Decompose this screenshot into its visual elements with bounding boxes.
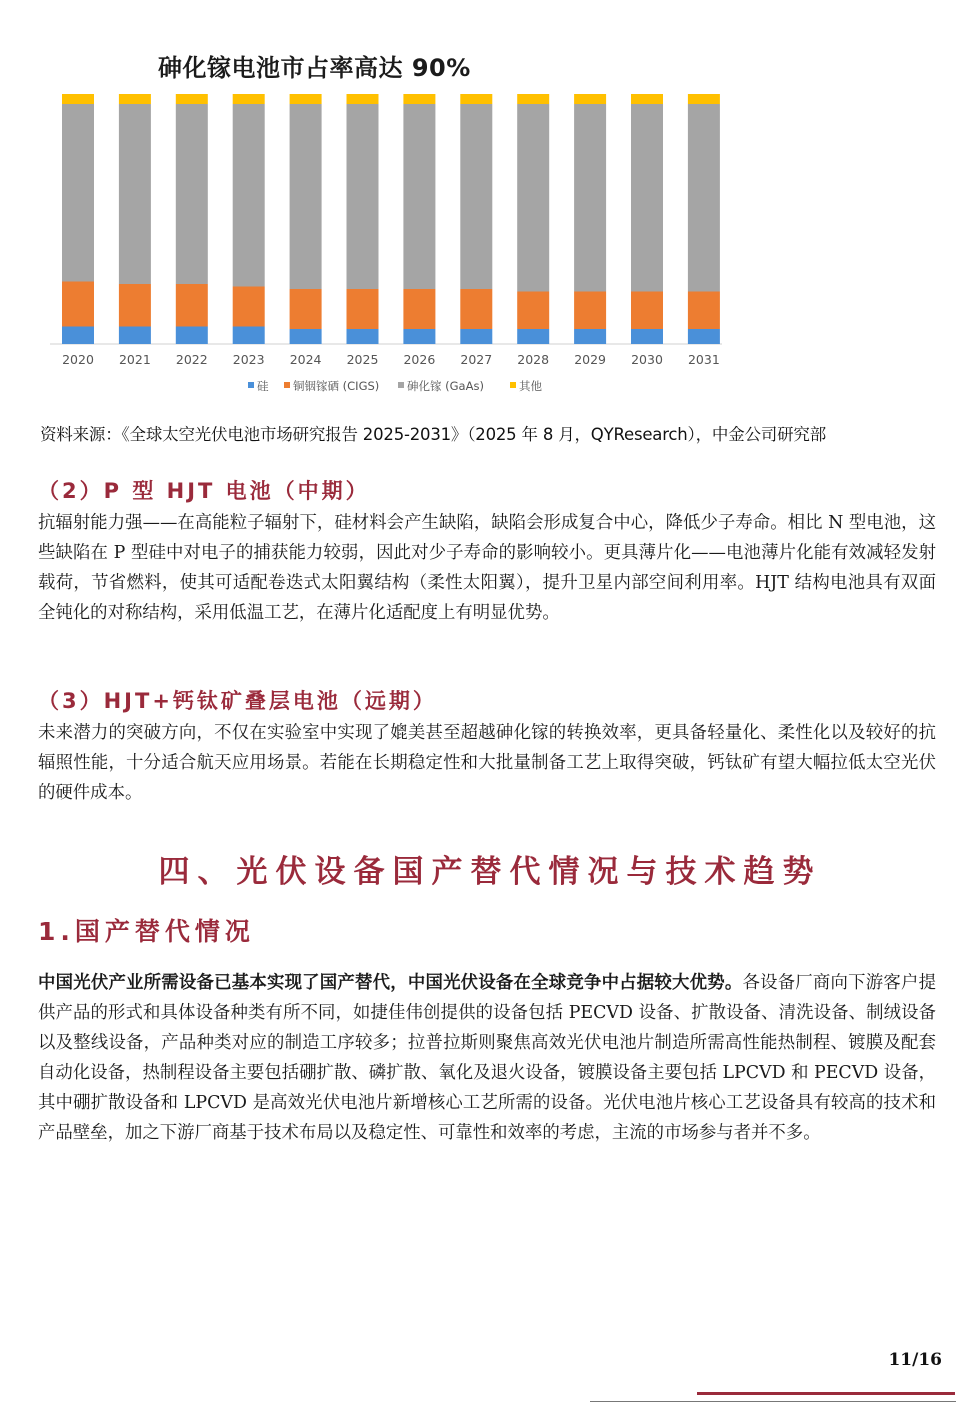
legend-swatch	[398, 382, 404, 388]
bar-2020-series-3	[62, 94, 94, 104]
footer-rule	[590, 1401, 956, 1402]
x-tick-label: 2020	[62, 352, 94, 367]
bar-2028-series-1	[517, 292, 549, 330]
subsection-body	[38, 968, 936, 1148]
x-tick-label: 2023	[232, 352, 265, 367]
bar-2027-series-0	[460, 329, 492, 344]
bar-2026-series-2	[403, 104, 435, 289]
bar-2026-series-1	[403, 289, 435, 329]
legend-swatch	[248, 382, 254, 388]
legend-label: 铜铟镓硒 (CIGS)	[293, 379, 380, 393]
x-tick-label: 2026	[403, 352, 436, 367]
x-tick-label: 2030	[631, 352, 663, 367]
chart-source: 资料来源：《全球太空光伏电池市场研究报告 2025-2031》（2025 年 8 月，QYResearch），中金公司研究部	[40, 425, 827, 444]
footer-rule-accent	[697, 1392, 955, 1395]
bar-2024-series-2	[290, 104, 322, 289]
bar-2027-series-2	[460, 104, 492, 289]
bar-2021-series-2	[119, 104, 151, 284]
bar-2021-series-0	[119, 327, 151, 345]
bar-2026-series-0	[403, 329, 435, 344]
bar-2024-series-0	[290, 329, 322, 344]
bar-2030-series-0	[631, 329, 663, 344]
bar-2031-series-1	[688, 292, 720, 330]
chapter-title: 四、光伏设备国产替代情况与技术趋势	[158, 854, 822, 890]
subsection-text: 各设备厂商向下游客户提供产品的形式和具体设备种类有所不同，如捷佳伟创提供的设备包括 PECVD 设备、扩散设备、清洗设备、制绒设备以及整线设备，产品种类对应的制造工序较多；拉普拉斯则聚焦高效光伏电池片制造所需高性能热制程、镀膜及配套自动化设备，热制程设备主要包括硼扩散、磷扩散、氧化及退火设备，镀膜设备主要包括 LPCVD 和 PECVD 设备，其中硼扩散设备和 LPCVD 是高效光伏电池片新增核心工艺所需的设备。光伏电池片核心工艺设备具有较高的技术和产品壁垒，加之下游厂商基于技术布局以及稳定性、可靠性和效率的考虑，主流的市场参与者并不多。	[38, 973, 936, 1143]
bar-2024-series-1	[290, 289, 322, 329]
bar-2031-series-0	[688, 329, 720, 344]
bar-2028-series-0	[517, 329, 549, 344]
bar-2025-series-3	[347, 94, 379, 104]
x-tick-label: 2025	[346, 352, 379, 367]
bar-2023-series-3	[233, 94, 265, 104]
bar-2031-series-2	[688, 104, 720, 292]
page-number: 11/16	[888, 1350, 942, 1370]
bar-2030-series-2	[631, 104, 663, 292]
legend-label: 其他	[519, 379, 542, 393]
legend-swatch	[284, 382, 290, 388]
bar-2027-series-3	[460, 94, 492, 104]
bar-2029-series-3	[574, 94, 606, 104]
bar-2022-series-1	[176, 284, 208, 327]
x-tick-label: 2031	[687, 352, 720, 367]
bar-2020-series-0	[62, 327, 94, 345]
bar-2023-series-1	[233, 287, 265, 327]
bar-2028-series-2	[517, 104, 549, 292]
section-2-heading: （2）P 型 HJT 电池（中期）	[38, 479, 370, 503]
bar-2020-series-1	[62, 282, 94, 327]
bar-2030-series-3	[631, 94, 663, 104]
x-tick-label: 2028	[517, 352, 550, 367]
section-2-body: 抗辐射能力强——在高能粒子辐射下，硅材料会产生缺陷，缺陷会形成复合中心，降低少子寿命。相比 N 型电池，这些缺陷在 P 型硅中对电子的捕获能力较弱，因此对少子寿命的影响较小。更具薄片化——电池薄片化能有效减轻发射载荷，节省燃料，使其可适配卷迭式太阳翼结构（柔性太阳翼），提升卫星内部空间利用率。HJT 结构电池具有双面全钝化的对称结构，采用低温工艺，在薄片化适配度上有明显优势。	[38, 513, 936, 623]
bar-2021-series-1	[119, 284, 151, 327]
bar-2022-series-2	[176, 104, 208, 284]
bar-2031-series-3	[688, 94, 720, 104]
bar-2025-series-2	[347, 104, 379, 289]
section-3-body: 未来潜力的突破方向，不仅在实验室中实现了媲美甚至超越砷化镓的转换效率，更具备轻量化、柔性化以及较好的抗辐照性能，十分适合航天应用场景。若能在长期稳定性和大批量制备工艺上取得突破，钙钛矿有望大幅拉低太空光伏的硬件成本。	[38, 723, 936, 803]
bar-2029-series-0	[574, 329, 606, 344]
bar-2025-series-1	[347, 289, 379, 329]
bar-2022-series-3	[176, 94, 208, 104]
bar-2028-series-3	[517, 94, 549, 104]
legend-label: 硅	[257, 379, 269, 393]
bar-2027-series-1	[460, 289, 492, 329]
bar-2023-series-2	[233, 104, 265, 287]
subsection-lead: 中国光伏产业所需设备已基本实现了国产替代，中国光伏设备在全球竞争中占据较大优势。	[38, 973, 743, 993]
bar-2029-series-1	[574, 292, 606, 330]
chart-title: 砷化镓电池市占率高达 90%	[158, 54, 471, 82]
bar-2026-series-3	[403, 94, 435, 104]
bar-2020-series-2	[62, 104, 94, 282]
bar-2021-series-3	[119, 94, 151, 104]
subsection-title: 1.国产替代情况	[38, 917, 255, 946]
section-3-heading: （3）HJT+钙钛矿叠层电池（远期）	[38, 689, 437, 713]
x-tick-label: 2021	[118, 352, 151, 367]
bar-2025-series-0	[347, 329, 379, 344]
x-tick-label: 2029	[574, 352, 607, 367]
x-tick-label: 2022	[175, 352, 208, 367]
bar-2024-series-3	[290, 94, 322, 104]
legend-label: 砷化镓 (GaAs)	[407, 379, 484, 393]
bar-2022-series-0	[176, 327, 208, 345]
x-tick-label: 2027	[460, 352, 493, 367]
x-tick-label: 2024	[289, 352, 322, 367]
legend-swatch	[510, 382, 516, 388]
stacked-bar-chart	[0, 0, 956, 410]
bar-2030-series-1	[631, 292, 663, 330]
bar-2029-series-2	[574, 104, 606, 292]
bar-2023-series-0	[233, 327, 265, 345]
